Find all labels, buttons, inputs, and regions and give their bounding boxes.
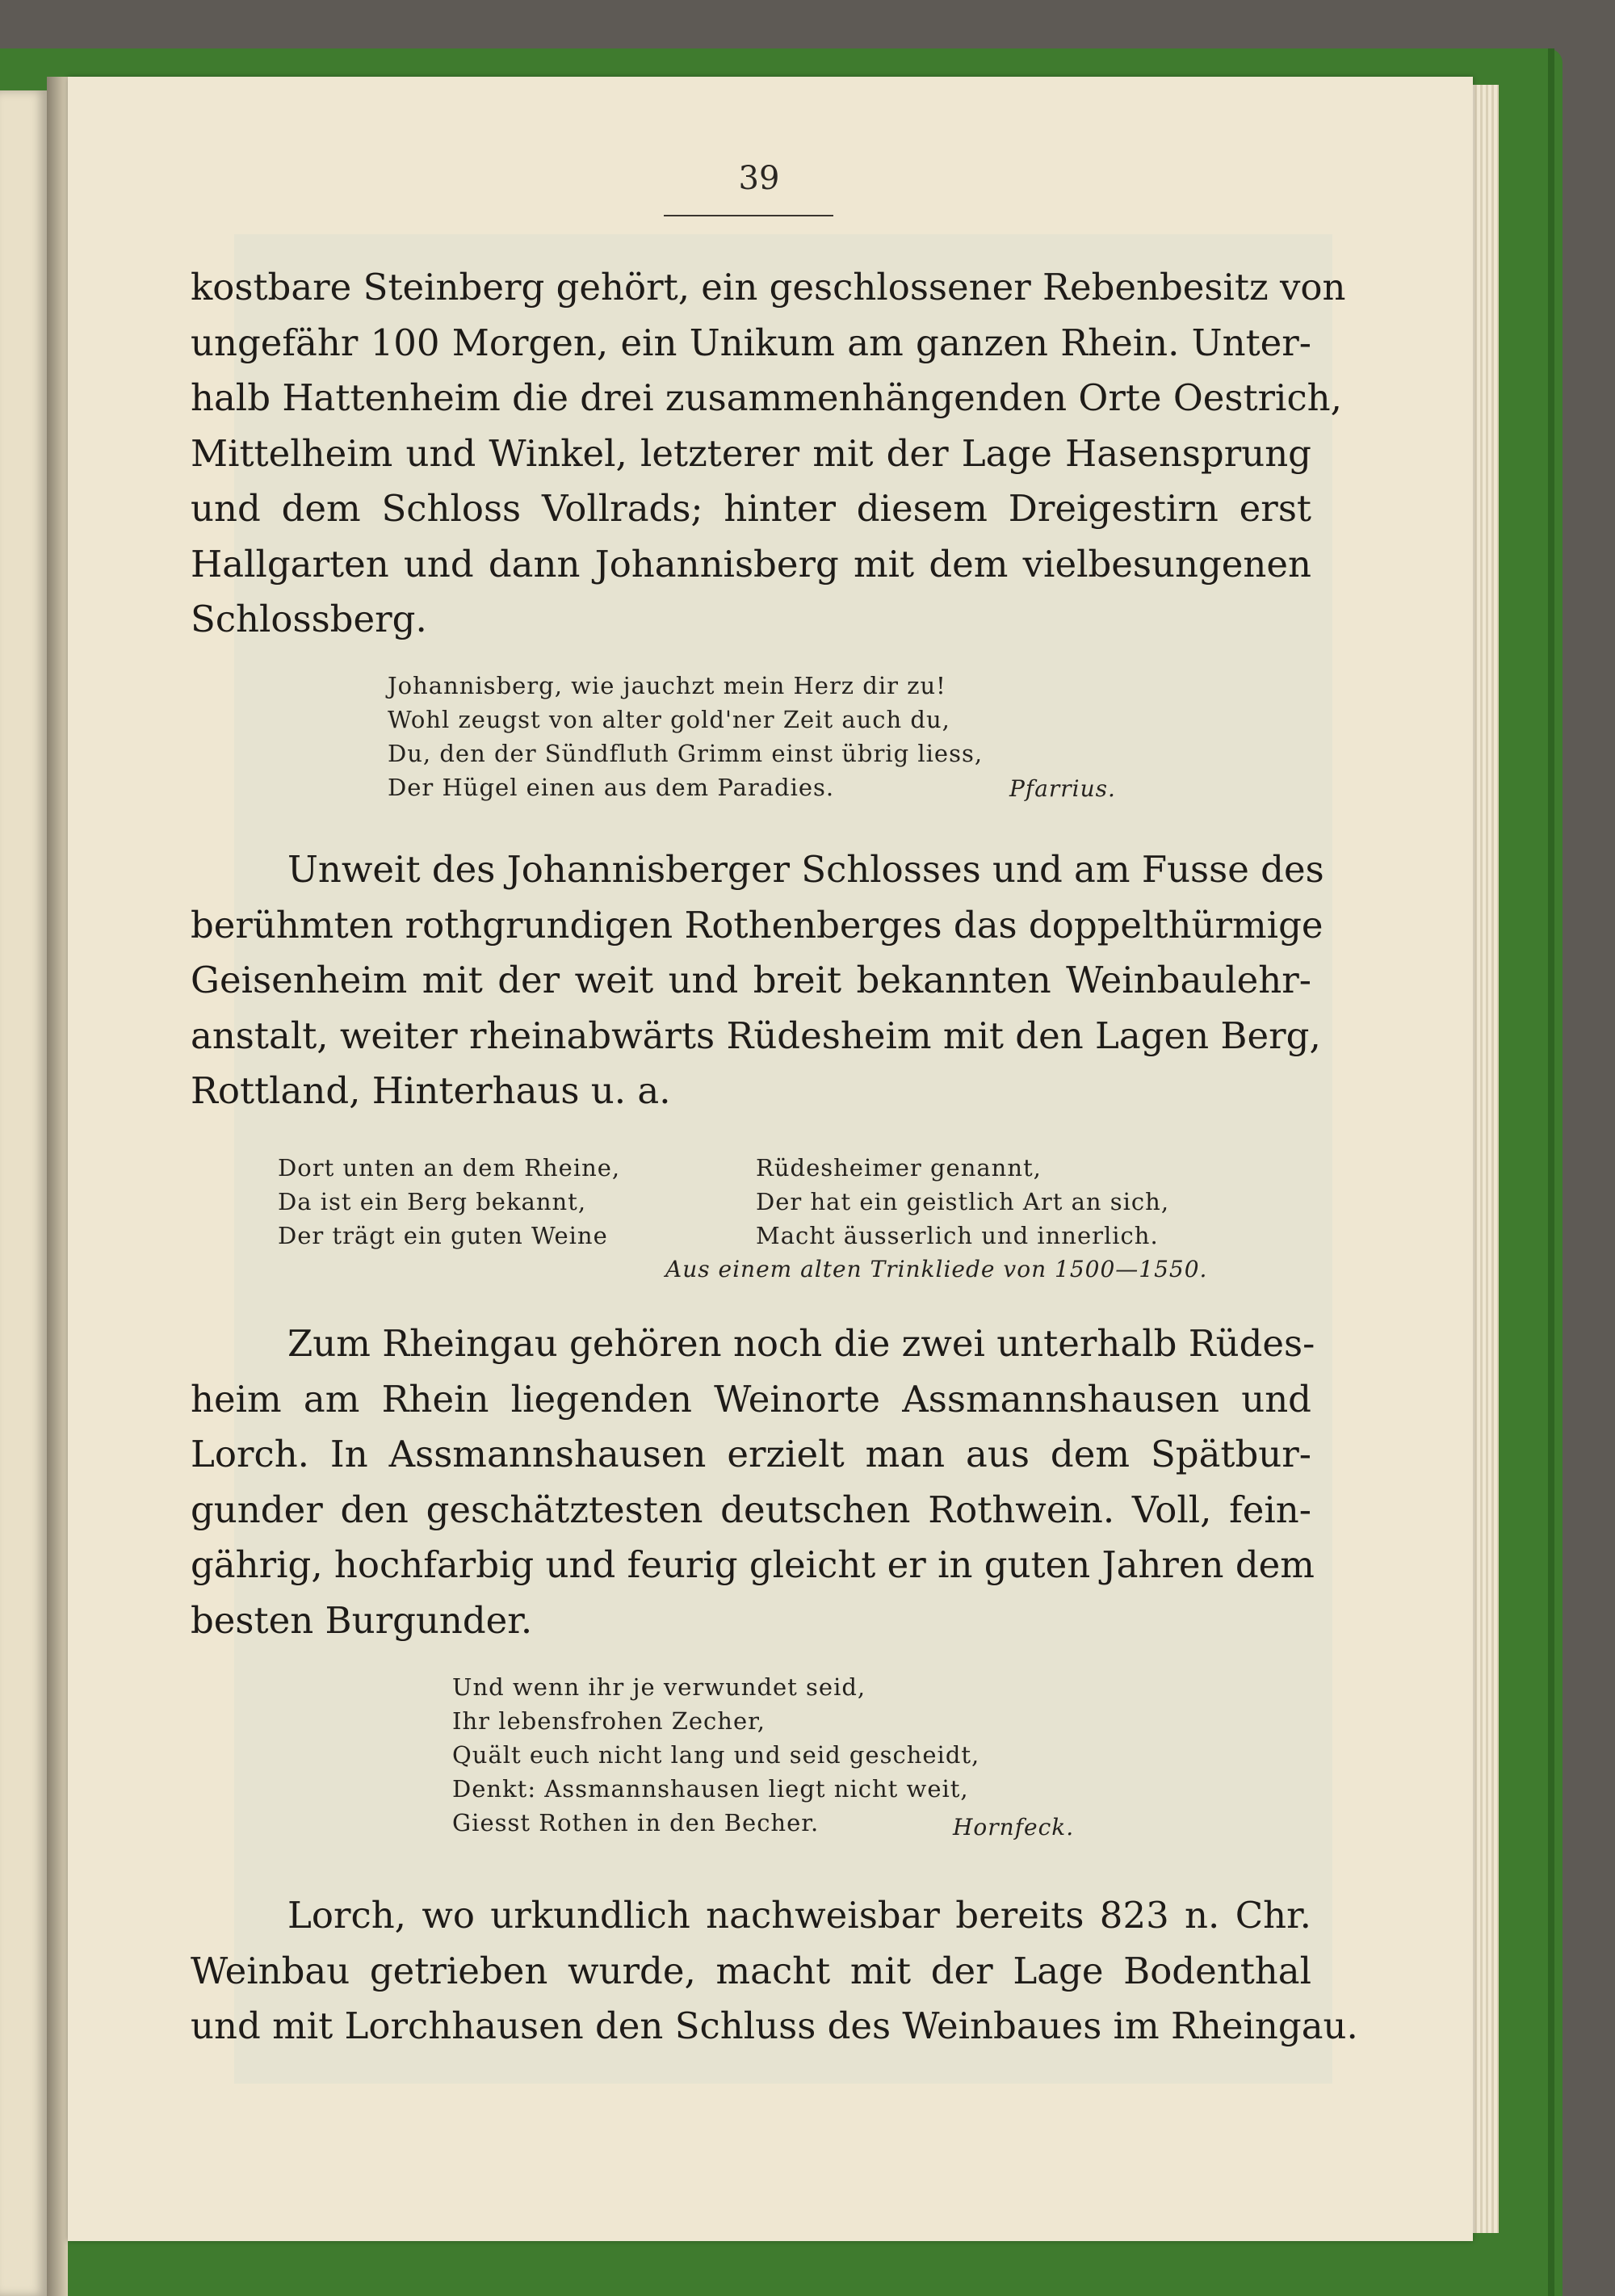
verse-line: Dort unten an dem Rheine, (278, 1154, 621, 1182)
text-line: berühmten rothgrundigen Rothenberges das doppelthürmige (191, 903, 1323, 947)
left-page-edge (0, 90, 47, 2296)
verse-line: Und wenn ihr je verwundet seid, (452, 1673, 866, 1701)
text-line: Schlossberg. (191, 598, 427, 640)
text-line: halb Hattenheim die drei zusammenhängenden Orte Oestrich, (191, 376, 1342, 419)
text-line: Geisenheim mit der weit und breit bekannten Weinbaulehr- (191, 959, 1311, 1001)
verse-ruedesheim (278, 1151, 1311, 1296)
text-line: Zum Rheingau gehören noch die zwei unterhalb Rüdes- (287, 1322, 1315, 1365)
verse-line: Wohl zeugst von alter gold'ner Zeit auch du, (388, 706, 950, 733)
verse-line: Giesst Rothen in den Becher. (452, 1809, 820, 1836)
verse-line: Ihr lebensfrohen Zecher, (452, 1707, 766, 1735)
page-number-rule (664, 215, 833, 216)
verse-line: Quält euch nicht lang und seid gescheidt, (452, 1741, 980, 1769)
text-line: und mit Lorchhausen den Schluss des Weinbaues im Rheingau. (191, 2004, 1358, 2047)
book-gutter (47, 77, 68, 2296)
verse-column-right (756, 1151, 1169, 1253)
paragraph-3 (191, 1316, 1315, 1648)
page-number: 39 (738, 160, 780, 197)
text-line: Lorch, wo urkundlich nachweisbar bereits 823 n. Chr. (287, 1894, 1311, 1937)
text-line: heim am Rhein liegenden Weinorte Assmannshausen und (191, 1377, 1311, 1421)
text-line: Mittelheim und Winkel, letzterer mit der Lage Hasensprung (191, 431, 1311, 475)
verse-line: Du, den der Sündfluth Grimm einst übrig liess, (388, 740, 984, 767)
text-line: gunder den geschätztesten deutschen Rothwein. Voll, fein- (191, 1488, 1311, 1531)
verse-attribution: Aus einem alten Trinkliede von 1500—1550. (665, 1256, 1208, 1282)
verse-line: Da ist ein Berg bekannt, (278, 1188, 587, 1215)
paragraph-4 (191, 1888, 1358, 2055)
verse-line: Der hat ein geistlich Art an sich, (756, 1188, 1170, 1215)
verse-johannisberg (388, 669, 1147, 804)
verse-line: Macht äusserlich und innerlich. (756, 1222, 1159, 1249)
verse-attribution: Hornfeck. (953, 1814, 1075, 1841)
verse-line: Der trägt ein guten Weine (278, 1222, 608, 1249)
verse-line: Rüdesheimer genannt, (756, 1154, 1042, 1182)
text-line: gährig, hochfarbig und feurig gleicht er in guten Jahren dem (191, 1543, 1315, 1586)
verse-column-left (278, 1151, 620, 1253)
text-line: Rottland, Hinterhaus u. a. (191, 1069, 671, 1112)
text-line: Unweit des Johannisberger Schlosses und am Fusse des (287, 848, 1324, 891)
paragraph-2 (191, 842, 1324, 1119)
text-line: besten Burgunder. (191, 1598, 533, 1642)
text-line: ungefähr 100 Morgen, ein Unikum am ganzen Rhein. Unter- (191, 321, 1311, 364)
verse-line: Der Hügel einen aus dem Paradies. (388, 774, 835, 801)
verse-assmannshausen (452, 1670, 1179, 1840)
text-line: anstalt, weiter rheinabwärts Rüdesheim mit den Lagen Berg, (191, 1014, 1321, 1057)
text-line: Lorch. In Assmannshausen erzielt man aus dem Spätbur- (191, 1433, 1311, 1475)
text-line: kostbare Steinberg gehört, ein geschlossener Rebenbesitz von (191, 266, 1346, 309)
text-line: Weinbau getrieben wurde, macht mit der Lage Bodenthal (191, 1949, 1311, 1992)
text-line: Hallgarten und dann Johannisberg mit dem vielbesungenen (191, 542, 1311, 586)
verse-attribution: Pfarrius. (1009, 775, 1116, 802)
verse-line: Johannisberg, wie jauchzt mein Herz dir zu! (388, 672, 946, 699)
text-line: und dem Schloss Vollrads; hinter diesem Dreigestirn erst (191, 487, 1311, 530)
paragraph-1 (191, 260, 1346, 648)
verse-line: Denkt: Assmannshausen liegt nicht weit, (452, 1775, 969, 1803)
